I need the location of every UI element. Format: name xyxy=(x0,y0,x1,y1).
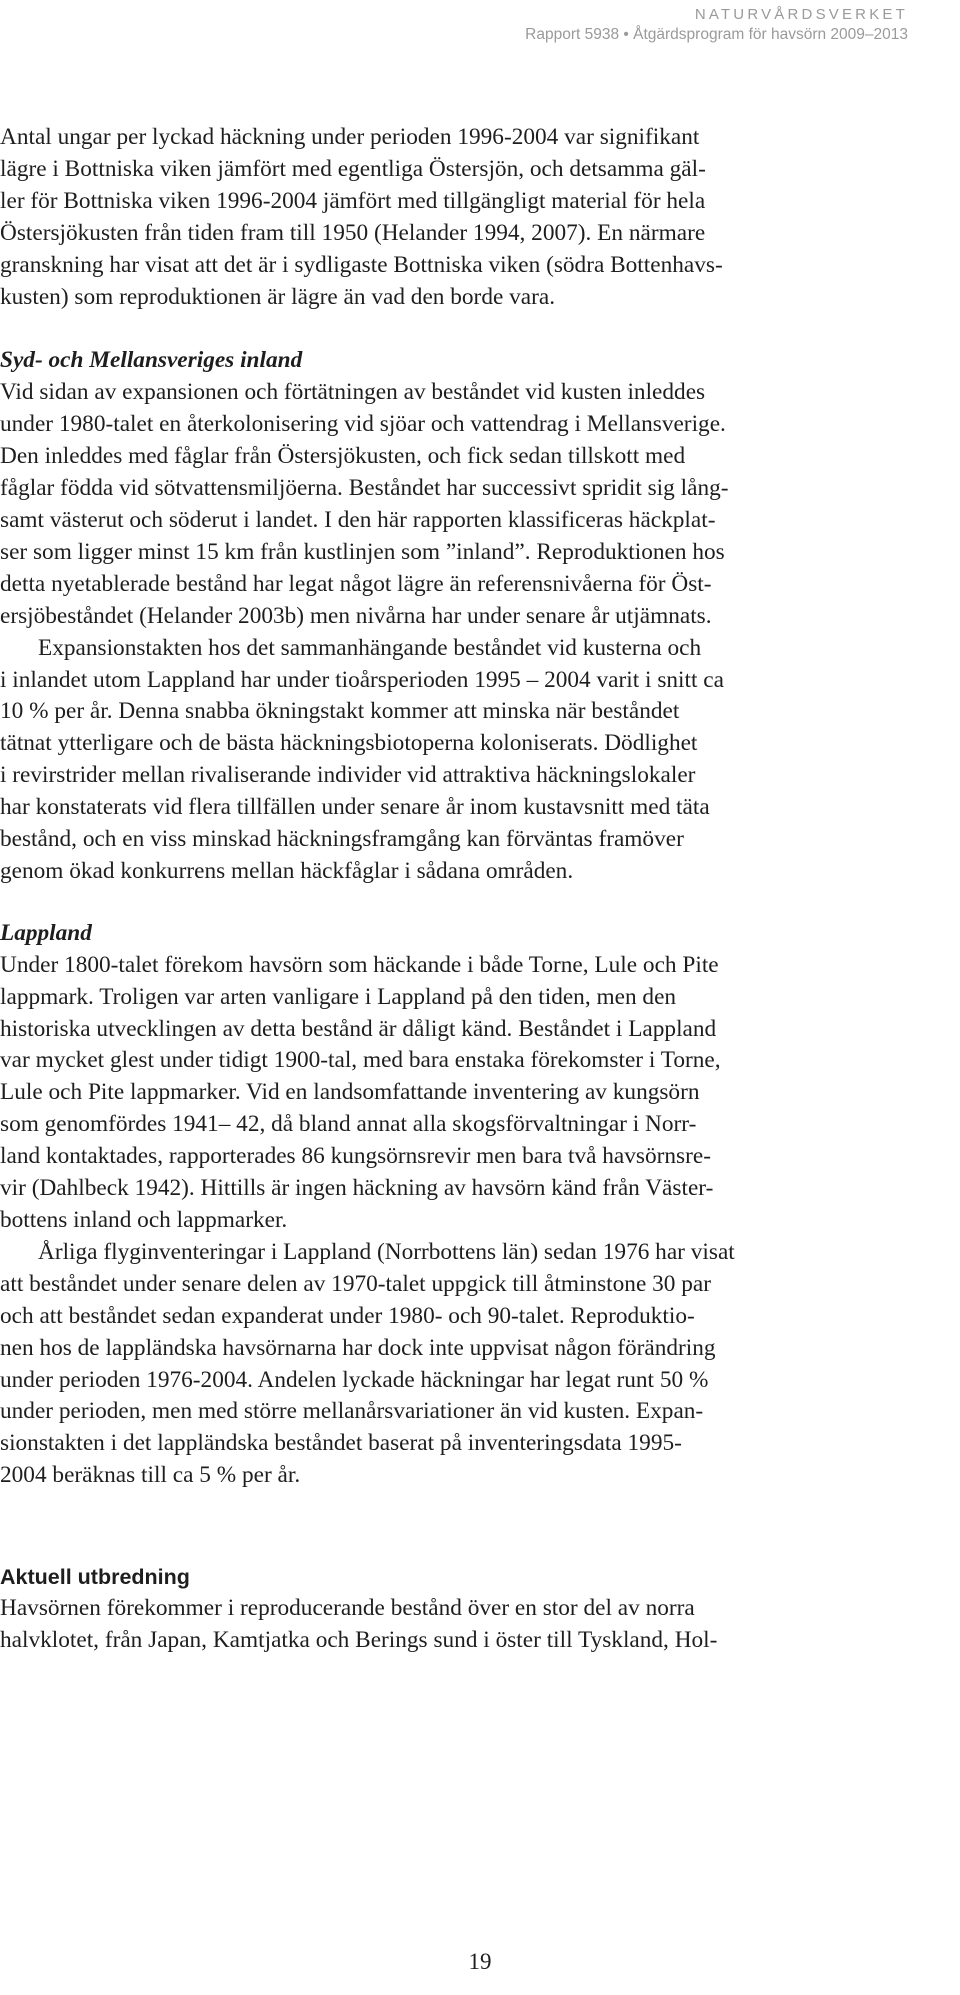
header-report-title: Rapport 5938 • Åtgärdsprogram för havsörn 2009–2013 xyxy=(525,26,908,43)
section-heading-current-distribution: Aktuell utbredning xyxy=(0,1565,190,1590)
text-line: vir (Dahlbeck 1942). Hittills är ingen häckning av havsörn känd från Väster- xyxy=(0,1175,714,1202)
text-line: i inlandet utom Lappland har under tioårsperioden 1995 – 2004 varit i snitt ca xyxy=(0,666,724,693)
text-line: 10 % per år. Denna snabba ökningstakt kommer att minska när beståndet xyxy=(0,698,680,725)
text-line: Havsörnen förekommer i reproducerande bestånd över en stor del av norra xyxy=(0,1595,695,1622)
text-line: Lule och Pite lappmarker. Vid en landsomfattande inventering av kungsörn xyxy=(0,1079,700,1106)
text-line: bottens inland och lappmarker. xyxy=(0,1207,288,1233)
page-number: 19 xyxy=(468,1949,492,1974)
text-line: lappmark. Troligen var arten vanligare i Lappland på den tiden, men den xyxy=(0,983,677,1010)
text-line: Den inleddes med fåglar från Östersjökusten, och fick sedan tillskott med xyxy=(0,443,686,470)
text-line: kusten) som reproduktionen är lägre än vad den borde vara. xyxy=(0,283,556,310)
text-line: var mycket glest under tidigt 1900-tal, med bara enstaka förekomster i Torne, xyxy=(0,1047,721,1074)
page-body xyxy=(0,122,958,1657)
text-line: har konstaterats vid flera tillfällen under senare år inom kustavsnitt med täta xyxy=(0,794,710,821)
text-line: granskning har visat att det är i sydligaste Bottniska viken (södra Bottenhavs- xyxy=(0,251,723,278)
text-line: under perioden, men med större mellanårsvariationer än vid kusten. Expan- xyxy=(0,1398,704,1425)
text-line: samt västerut och söderut i landet. I den här rapporten klassificeras häckplat- xyxy=(0,506,716,533)
current-distribution-paragraph xyxy=(0,1593,958,1657)
text-line: halvklotet, från Japan, Kamtjatka och Berings sund i öster till Tyskland, Hol- xyxy=(0,1627,718,1654)
text-line: fåglar födda vid sötvattensmiljöerna. Beståndet har successivt spridit sig lång- xyxy=(0,475,729,502)
text-line: under perioden 1976-2004. Andelen lyckade häckningar har legat runt 50 % xyxy=(0,1366,709,1393)
text-line: lägre i Bottniska viken jämfört med egentliga Östersjön, och detsamma gäl- xyxy=(0,155,706,182)
inland-paragraph-2 xyxy=(0,633,958,888)
inland-paragraph-1 xyxy=(0,377,958,632)
text-line: under 1980-talet en återkolonisering vid sjöar och vattendrag i Mellansverige. xyxy=(0,411,726,438)
lappland-paragraph-1 xyxy=(0,950,958,1237)
text-line: nen hos de lappländska havsörnarna har dock inte uppvisat någon förändring xyxy=(0,1334,716,1361)
text-line: ser som ligger minst 15 km från kustlinjen som ”inland”. Reproduktionen hos xyxy=(0,538,725,565)
text-line: genom ökad konkurrens mellan häckfåglar i sådana områden. xyxy=(0,857,574,884)
text-line: ler för Bottniska viken 1996-2004 jämfört med tillgängligt material för hela xyxy=(0,187,706,214)
subheading-inland: Syd- och Mellansveriges inland xyxy=(0,347,303,374)
text-line: Östersjökusten från tiden fram till 1950 (Helander 1994, 2007). En närmare xyxy=(0,219,706,246)
lappland-paragraph-2 xyxy=(0,1237,958,1492)
text-line: bestånd, och en viss minskad häckningsframgång kan förväntas framöver xyxy=(0,826,684,853)
text-line: detta nyetablerade bestånd har legat något lägre än referensnivåerna för Öst- xyxy=(0,570,712,597)
text-line: 2004 beräknas till ca 5 % per år. xyxy=(0,1462,301,1489)
text-line: och att beståndet sedan expanderat under 1980- och 90-talet. Reproduktio- xyxy=(0,1302,695,1329)
text-line: sionstakten i det lappländska beståndet baserat på inventeringsdata 1995- xyxy=(0,1430,682,1457)
header-organization: NATURVÅRDSVERKET xyxy=(694,6,908,23)
subheading-lappland: Lappland xyxy=(0,919,92,946)
text-line: land kontaktades, rapporterades 86 kungsörnsrevir men bara två havsörnsre- xyxy=(0,1143,711,1170)
text-line: ersjöbeståndet (Helander 2003b) men nivårna har under senare år utjämnats. xyxy=(0,602,712,629)
text-line: Under 1800-talet förekom havsörn som häckande i både Torne, Lule och Pite xyxy=(0,951,719,978)
text-line: Vid sidan av expansionen och förtätningen av beståndet vid kusten inleddes xyxy=(0,379,706,406)
text-line: Antal ungar per lyckad häckning under perioden 1996-2004 var signifikant xyxy=(0,124,700,150)
text-line: Expansionstakten hos det sammanhängande beståndet vid kusterna och xyxy=(38,634,702,661)
text-line: att beståndet under senare delen av 1970-talet uppgick till åtminstone 30 par xyxy=(0,1270,711,1297)
text-line: Årliga flyginventeringar i Lappland (Norrbottens län) sedan 1976 har visat xyxy=(38,1238,735,1265)
text-line: historiska utvecklingen av detta bestånd är dåligt känd. Beståndet i Lappland xyxy=(0,1015,717,1042)
text-line: som genomfördes 1941– 42, då bland annat alla skogsförvaltningar i Norr- xyxy=(0,1111,697,1138)
text-line: tätnat ytterligare och de bästa häckningsbiotoperna koloniserats. Dödlighet xyxy=(0,730,698,757)
intro-paragraph xyxy=(0,122,958,313)
running-header xyxy=(525,5,908,45)
text-line: i revirstrider mellan rivaliserande individer vid attraktiva häckningslokaler xyxy=(0,762,696,789)
